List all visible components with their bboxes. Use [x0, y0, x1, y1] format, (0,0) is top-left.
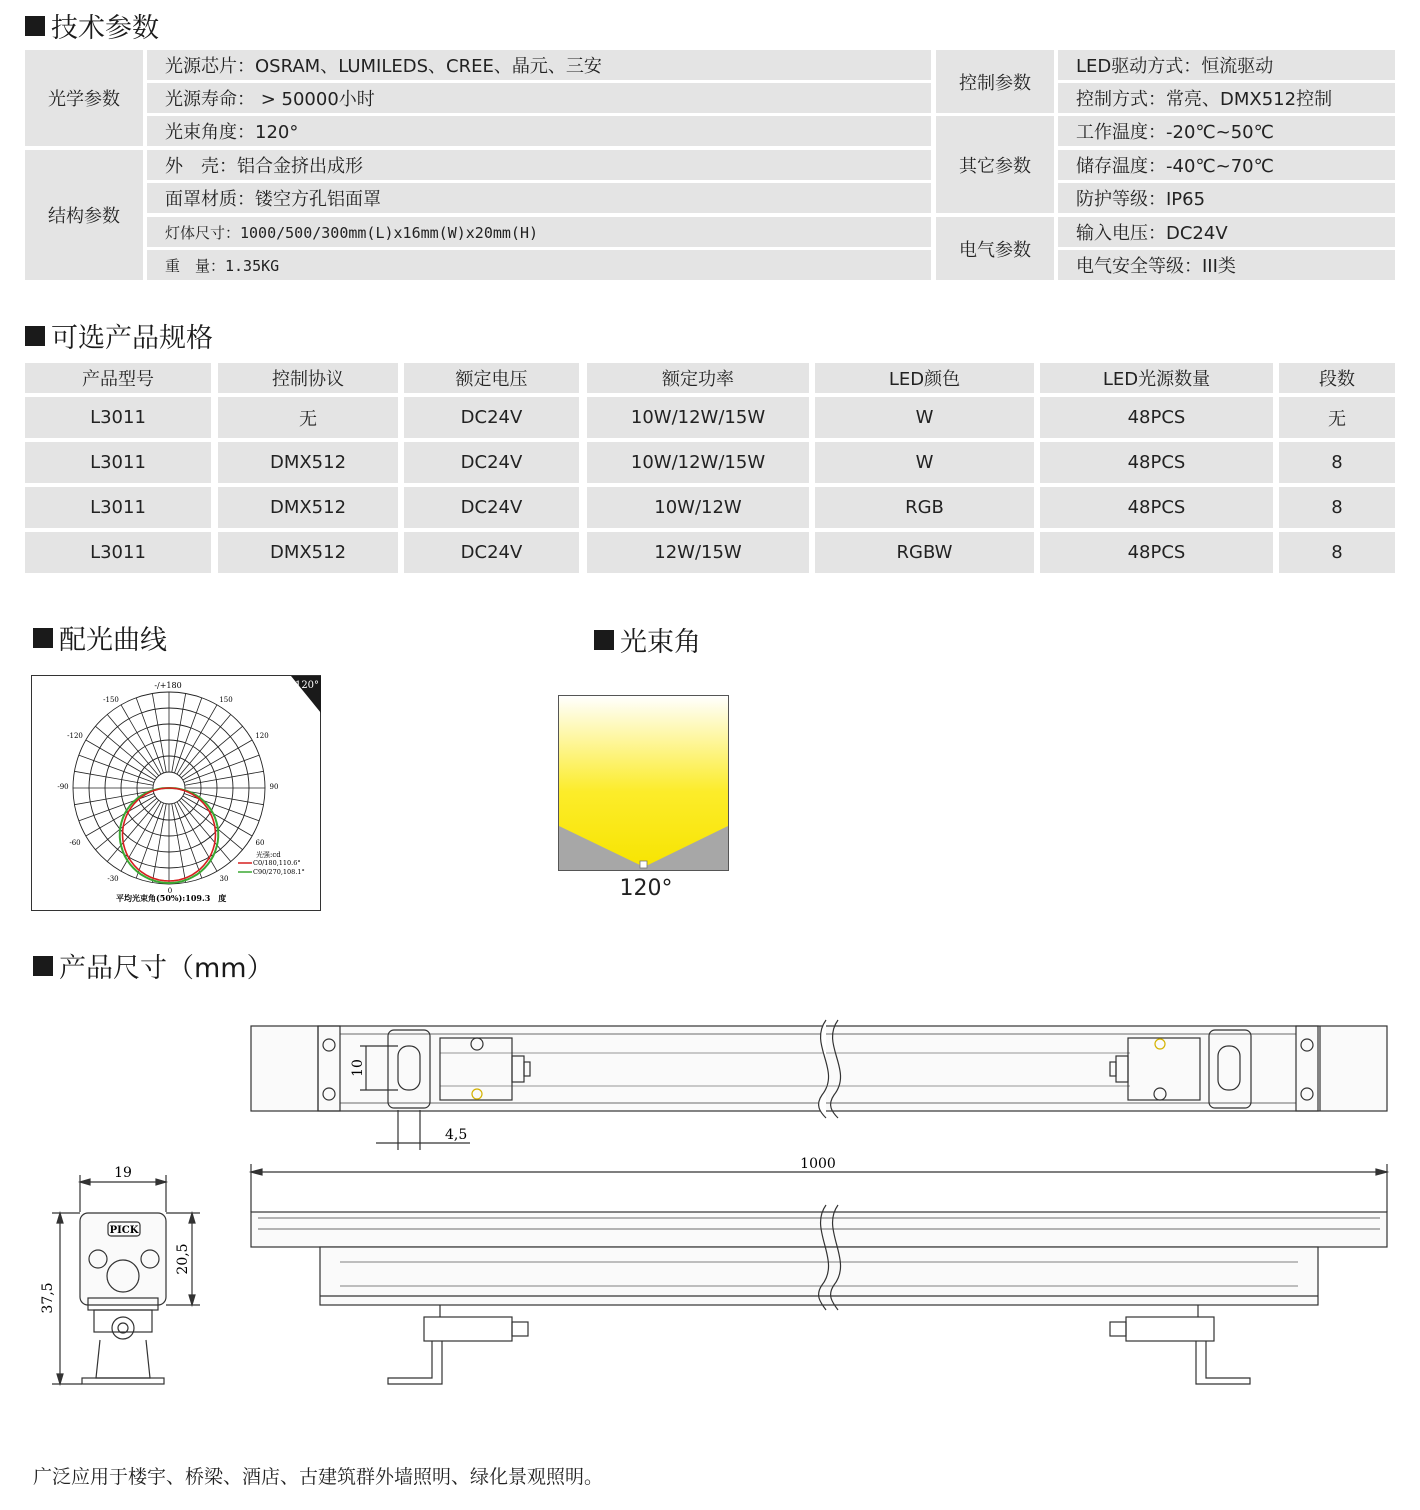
light-curve-title-text: 配光曲线 — [59, 625, 167, 656]
optical-label: 光学参数 — [25, 50, 143, 146]
spec-cell-led-count: 48PCS — [1040, 442, 1273, 483]
square-bullet-icon — [33, 628, 53, 648]
spec-cell-model: L3011 — [25, 397, 211, 438]
spec-cell-voltage: DC24V — [404, 487, 579, 528]
spec-cell-segments: 无 — [1279, 397, 1395, 438]
dim-total-height: 37,5 — [40, 1282, 56, 1314]
spec-cell-segments: 8 — [1279, 532, 1395, 573]
light-curve-section-title — [33, 618, 167, 657]
spec-cell-color: RGB — [815, 487, 1034, 528]
spec-cell-protocol: DMX512 — [218, 487, 398, 528]
other-row-ip: 防护等级：IP65 — [1058, 183, 1395, 213]
polar-label-30: 30 — [219, 875, 229, 883]
spec-cell-model: L3011 — [25, 532, 211, 573]
spec-cell-power: 12W/15W — [587, 532, 809, 573]
options-section-title — [25, 316, 213, 355]
beam-section-title — [594, 620, 701, 659]
spec-header-voltage: 额定电压 — [404, 363, 579, 393]
spec-header-led-count: LED光源数量 — [1040, 363, 1273, 393]
structure-row-size: 灯体尺寸：1000/500/300mm(L)x16mm(W)x20mm(H) — [147, 217, 931, 247]
spec-cell-protocol: 无 — [218, 397, 398, 438]
application-note: 广泛应用于楼宇、桥梁、酒店、古建筑群外墙照明、绿化景观照明。 — [33, 1466, 604, 1488]
spec-header-protocol: 控制协议 — [218, 363, 398, 393]
polar-legend-c0: C0/180,110.6° — [253, 859, 301, 867]
polar-label-m30: -30 — [107, 875, 119, 883]
spec-cell-color: W — [815, 397, 1034, 438]
beam-title-text: 光束角 — [620, 627, 701, 658]
polar-bottom-label: 0 — [167, 887, 173, 895]
optical-row-chip: 光源芯片：OSRAM、LUMILEDS、CREE、晶元、三安 — [147, 50, 931, 80]
square-bullet-icon — [594, 630, 614, 650]
other-label: 其它参数 — [936, 116, 1054, 213]
dim-gap: 4,5 — [445, 1127, 468, 1143]
polar-label-m90: -90 — [57, 783, 69, 791]
spec-header-model: 产品型号 — [25, 363, 211, 393]
polar-label-m60: -60 — [69, 839, 81, 847]
structure-label: 结构参数 — [25, 150, 143, 280]
dimension-drawing — [0, 1000, 1420, 1400]
polar-label-60: 60 — [255, 839, 265, 847]
spec-cell-power: 10W/12W/15W — [587, 442, 809, 483]
spec-header-power: 额定功率 — [587, 363, 809, 393]
tech-section-title — [25, 6, 159, 45]
polar-legend-title: 光强:cd — [256, 851, 281, 859]
options-title-text: 可选产品规格 — [51, 323, 213, 354]
spec-cell-segments: 8 — [1279, 442, 1395, 483]
other-row-work-temp: 工作温度：-20℃~50℃ — [1058, 116, 1395, 146]
structure-row-weight: 重 量：1.35KG — [147, 250, 931, 280]
dim-width: 19 — [114, 1165, 132, 1181]
spec-cell-segments: 8 — [1279, 487, 1395, 528]
polar-legend-c90: C90/270,108.1° — [253, 868, 305, 876]
polar-label-120: 120 — [255, 732, 269, 740]
beam-angle-graphic — [558, 695, 730, 872]
polar-label-150: 150 — [219, 696, 233, 704]
polar-label-m150: -150 — [103, 696, 119, 704]
spec-cell-voltage: DC24V — [404, 397, 579, 438]
spec-cell-voltage: DC24V — [404, 442, 579, 483]
structure-row-housing: 外 壳：铝合金挤出成形 — [147, 150, 931, 180]
spec-cell-voltage: DC24V — [404, 532, 579, 573]
spec-cell-power: 10W/12W/15W — [587, 397, 809, 438]
spec-cell-model: L3011 — [25, 442, 211, 483]
dimensions-title-text: 产品尺寸（mm） — [59, 953, 274, 984]
spec-cell-led-count: 48PCS — [1040, 532, 1273, 573]
spec-header-segments: 段数 — [1279, 363, 1395, 393]
electrical-label: 电气参数 — [936, 217, 1054, 280]
structure-row-cover: 面罩材质：镂空方孔铝面罩 — [147, 183, 931, 213]
spec-cell-model: L3011 — [25, 487, 211, 528]
polar-light-distribution-chart — [31, 675, 322, 912]
control-row-drive: LED驱动方式：恒流驱动 — [1058, 50, 1395, 80]
spec-cell-led-count: 48PCS — [1040, 397, 1273, 438]
dim-body-height: 20,5 — [175, 1243, 191, 1275]
spec-cell-power: 10W/12W — [587, 487, 809, 528]
brand-logo: PICK — [109, 1225, 139, 1236]
spec-cell-protocol: DMX512 — [218, 442, 398, 483]
spec-cell-color: RGBW — [815, 532, 1034, 573]
control-label: 控制参数 — [936, 50, 1054, 113]
dim-slot-height: 10 — [350, 1059, 366, 1077]
square-bullet-icon — [25, 326, 45, 346]
electrical-row-voltage: 输入电压：DC24V — [1058, 217, 1395, 247]
spec-cell-led-count: 48PCS — [1040, 487, 1273, 528]
optical-row-angle: 光束角度：120° — [147, 116, 931, 146]
optical-row-life: 光源寿命： > 50000小时 — [147, 83, 931, 113]
polar-label-m120: -120 — [67, 732, 83, 740]
polar-corner-label: 120° — [294, 680, 320, 691]
spec-cell-color: W — [815, 442, 1034, 483]
polar-avg-beam: 平均光束角(50%):109.3 度 — [116, 893, 227, 903]
spec-header-color: LED颜色 — [815, 363, 1034, 393]
square-bullet-icon — [33, 956, 53, 976]
control-row-mode: 控制方式：常亮、DMX512控制 — [1058, 83, 1395, 113]
dim-length: 1000 — [800, 1156, 836, 1172]
square-bullet-icon — [25, 16, 45, 36]
electrical-row-safety: 电气安全等级：III类 — [1058, 250, 1395, 280]
tech-title-text: 技术参数 — [51, 13, 159, 44]
spec-cell-protocol: DMX512 — [218, 532, 398, 573]
beam-angle-label: 120° — [619, 876, 673, 901]
polar-top-label: -/+180 — [154, 681, 182, 690]
other-row-store-temp: 储存温度：-40℃~70℃ — [1058, 150, 1395, 180]
dimensions-section-title — [33, 946, 274, 985]
polar-label-90: 90 — [269, 783, 279, 791]
